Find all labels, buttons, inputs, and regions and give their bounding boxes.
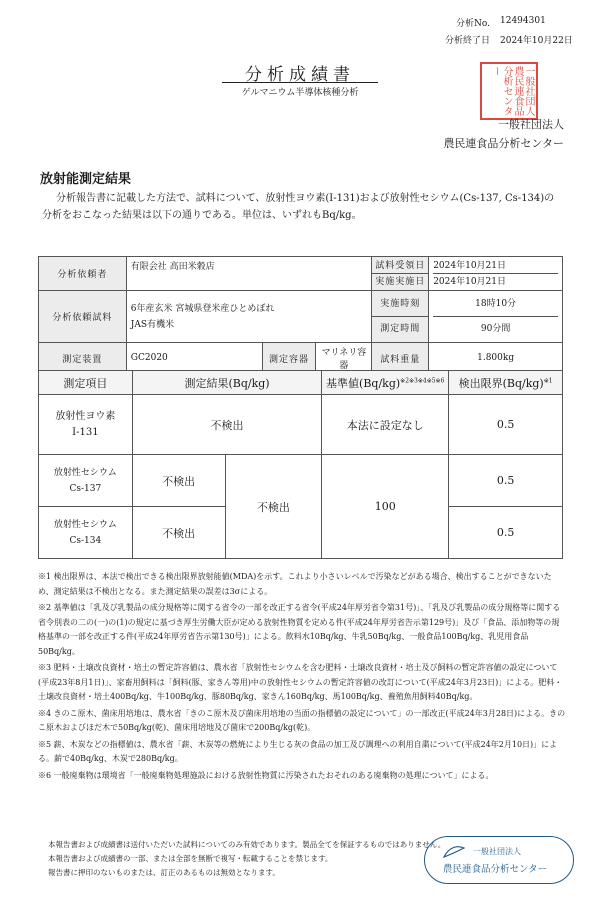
col-limit <box>449 371 563 395</box>
sample-line1: 6年産玄米 宮城県登米産ひとめぼれ <box>130 303 275 314</box>
duration-label: 測定時間 <box>380 323 421 334</box>
time-value: 18時10分 <box>433 292 558 317</box>
weight-label: 試料重量 <box>372 343 429 374</box>
cs137-result: 不検出 <box>132 455 225 507</box>
client-label: 分析依頼者 <box>39 257 127 291</box>
duration-value: 90分間 <box>480 323 511 334</box>
cs134-result: 不検出 <box>132 507 225 559</box>
leaf-icon <box>443 845 465 859</box>
iodine-limit: 0.5 <box>449 395 563 455</box>
performed-value: 2024年10月21日 <box>433 276 507 287</box>
organization <box>443 116 564 151</box>
col-limit-note: ※1 <box>543 376 553 384</box>
section-title: 放射能測定結果 <box>40 172 132 187</box>
sample-line2: JAS有機米 <box>130 319 175 330</box>
performed-label: 実施実施日 <box>375 276 426 287</box>
cs134-code: Cs-134 <box>69 535 102 546</box>
time-values <box>429 291 563 343</box>
col-standard-note: ※2※3※4※5※6 <box>400 376 445 384</box>
footer-disclaimer <box>48 838 445 880</box>
sample-value <box>126 291 372 343</box>
analysis-no-label: 分析No. <box>456 19 490 29</box>
sample-info-table <box>38 256 563 374</box>
container-label: 測定容器 <box>262 343 316 374</box>
note-3: ※3 肥料・土壌改良資材・培土の暫定許容値は、農水省「放射性セシウムを含む肥料・土壌改良資材・培土及び飼料の暫定許容値の設定について(平成23年8月1日)」、家畜用飼料は「飼料(豚、家きん等用)中の放射性セシウムの暫定許容値の改訂について(平成24年3月23日)」による。肥料・土壌改良資材・培土400Bq/kg、牛100Bq/kg、豚80Bq/kg、家きん160Bq/kg、馬100Bq/kg、養殖魚用飼料40Bq/kg。 <box>38 663 563 701</box>
seal-stamp: 一般社団人農民連食品分析センター <box>480 62 538 120</box>
received-label: 試料受領日 <box>372 258 428 274</box>
cs-total-result: 不検出 <box>225 455 322 559</box>
device-label: 測定装置 <box>39 343 127 374</box>
cs137-limit: 0.5 <box>449 455 563 507</box>
logo-line-2: 農民連食品分析センター <box>443 864 548 875</box>
cs134-name-cell <box>39 507 133 559</box>
logo-line-1: 一般社団法人 <box>473 847 521 856</box>
table-row <box>39 395 563 455</box>
received-value: 2024年10月21日 <box>433 258 558 274</box>
iodine-result: 不検出 <box>132 395 322 455</box>
cs137-name: 放射性セシウム <box>53 467 117 478</box>
cs137-name-cell <box>39 455 133 507</box>
note-6: ※6 一般廃棄物は環境省「一般廃棄物処理施設における放射性物質に汚染されたおそれのある廃棄物の処理について」による。 <box>38 770 494 780</box>
iodine-code: I-131 <box>72 426 99 438</box>
iodine-name: 放射性ヨウ素 <box>55 410 116 422</box>
organization-type: 一般社団法人 <box>498 118 564 131</box>
page-title: 分析成績書 <box>245 65 355 85</box>
dates-values <box>429 257 563 291</box>
cs134-limit: 0.5 <box>449 507 563 559</box>
note-4: ※4 きのこ原木、菌床用培地は、農水省「きのこ原木及び菌床用培地の当面の指標値の設定について」の一部改正(平成24年3月28日)による。きのこ原木およびほだ木で50Bq/kg(乾)、菌床用培地及び菌床で200Bq/kg(乾)。 <box>38 708 566 732</box>
cs-standard: 100 <box>322 455 449 559</box>
results-table <box>38 370 563 559</box>
end-date: 2024年10月22日 <box>500 36 573 46</box>
col-standard <box>322 371 449 395</box>
cs137-code: Cs-137 <box>69 483 102 494</box>
time-label: 実施時刻 <box>372 292 428 317</box>
container-value: マリネリ容器 <box>316 343 372 374</box>
analysis-no: 12494301 <box>500 16 546 26</box>
organization-logo <box>424 836 574 884</box>
organization-name: 農民連食品分析センター <box>443 137 564 150</box>
note-1: ※1 検出限界は、本法で検出できる検出限界放射能値(MDA)を示す。これより小さいレベルで汚染などがある場合、検出することができないため、測定結果は不検出となる。また測定結果の誤差は3σによる。 <box>38 572 552 596</box>
footer-line-3: 報告書に押印のないものまたは、訂正のあるものは無効となります。 <box>48 868 280 877</box>
notes <box>38 570 566 785</box>
end-date-label: 分析終了日 <box>444 36 490 46</box>
sample-label: 分析依頼試料 <box>39 291 127 343</box>
footer-line-2: 本報告書および成績書の一部、または全部を無断で複写・転載することを禁じます。 <box>48 854 333 863</box>
col-item: 測定項目 <box>39 371 133 395</box>
intro-text: 分析報告書に記載した方法で、試料について、放射性ヨウ素(I-131)および放射性セシウム(Cs-137, Cs-134)の分析をおこなった結果は以下の通りである。単位は、いずれもBq/kg。 <box>42 193 555 221</box>
dates-labels <box>372 257 429 291</box>
iodine-standard: 本法に設定なし <box>322 395 449 455</box>
iodine-name-cell <box>39 395 133 455</box>
table-row <box>39 455 563 507</box>
note-5: ※5 薪、木炭などの指標値は、農水省「薪、木炭等の燃焼により生じる灰の食品の加工及び調理への利用自粛について(平成24年2月10日)」による。薪で40Bq/kg、木炭で280Bq/kg。 <box>38 739 558 763</box>
report-meta <box>430 16 573 46</box>
weight-value: 1.800kg <box>429 343 563 374</box>
col-standard-text: 基準値(Bq/kg) <box>326 376 401 390</box>
time-labels <box>372 291 429 343</box>
cs134-name: 放射性セシウム <box>53 519 117 530</box>
client-value: 有限会社 高田米穀店 <box>126 257 372 291</box>
note-2: ※2 基準値は「乳及び乳製品の成分規格等に関する省令の一部を改正する省令(平成24年厚労省令第31号)」、「乳及び乳製品の成分規格等に関する省令別表の二の(一)の(1)の規定に基づき厚生労働大臣が定める放射性物質を定める件(平成24年厚労省告示第129号)」及び「食品、添加物等の規格基準の一部を改正する件(平成24年厚労省告示第130号)」による。飲料水10Bq/kg、牛乳50Bq/kg、一般食品100Bq/kg、乳児用食品50Bq/kg。 <box>38 603 561 656</box>
footer-line-1: 本報告書および成績書は送付いただいた試料についてのみ有効であります。製品全てを保証するものではありません。 <box>48 840 446 849</box>
title-underline <box>222 82 378 83</box>
col-limit-text: 検出限界(Bq/kg) <box>458 376 544 390</box>
col-result: 測定結果(Bq/kg) <box>132 371 322 395</box>
device-value: GC2020 <box>126 343 262 374</box>
page-subtitle: ゲルマニウム半導体核種分析 <box>241 88 359 98</box>
